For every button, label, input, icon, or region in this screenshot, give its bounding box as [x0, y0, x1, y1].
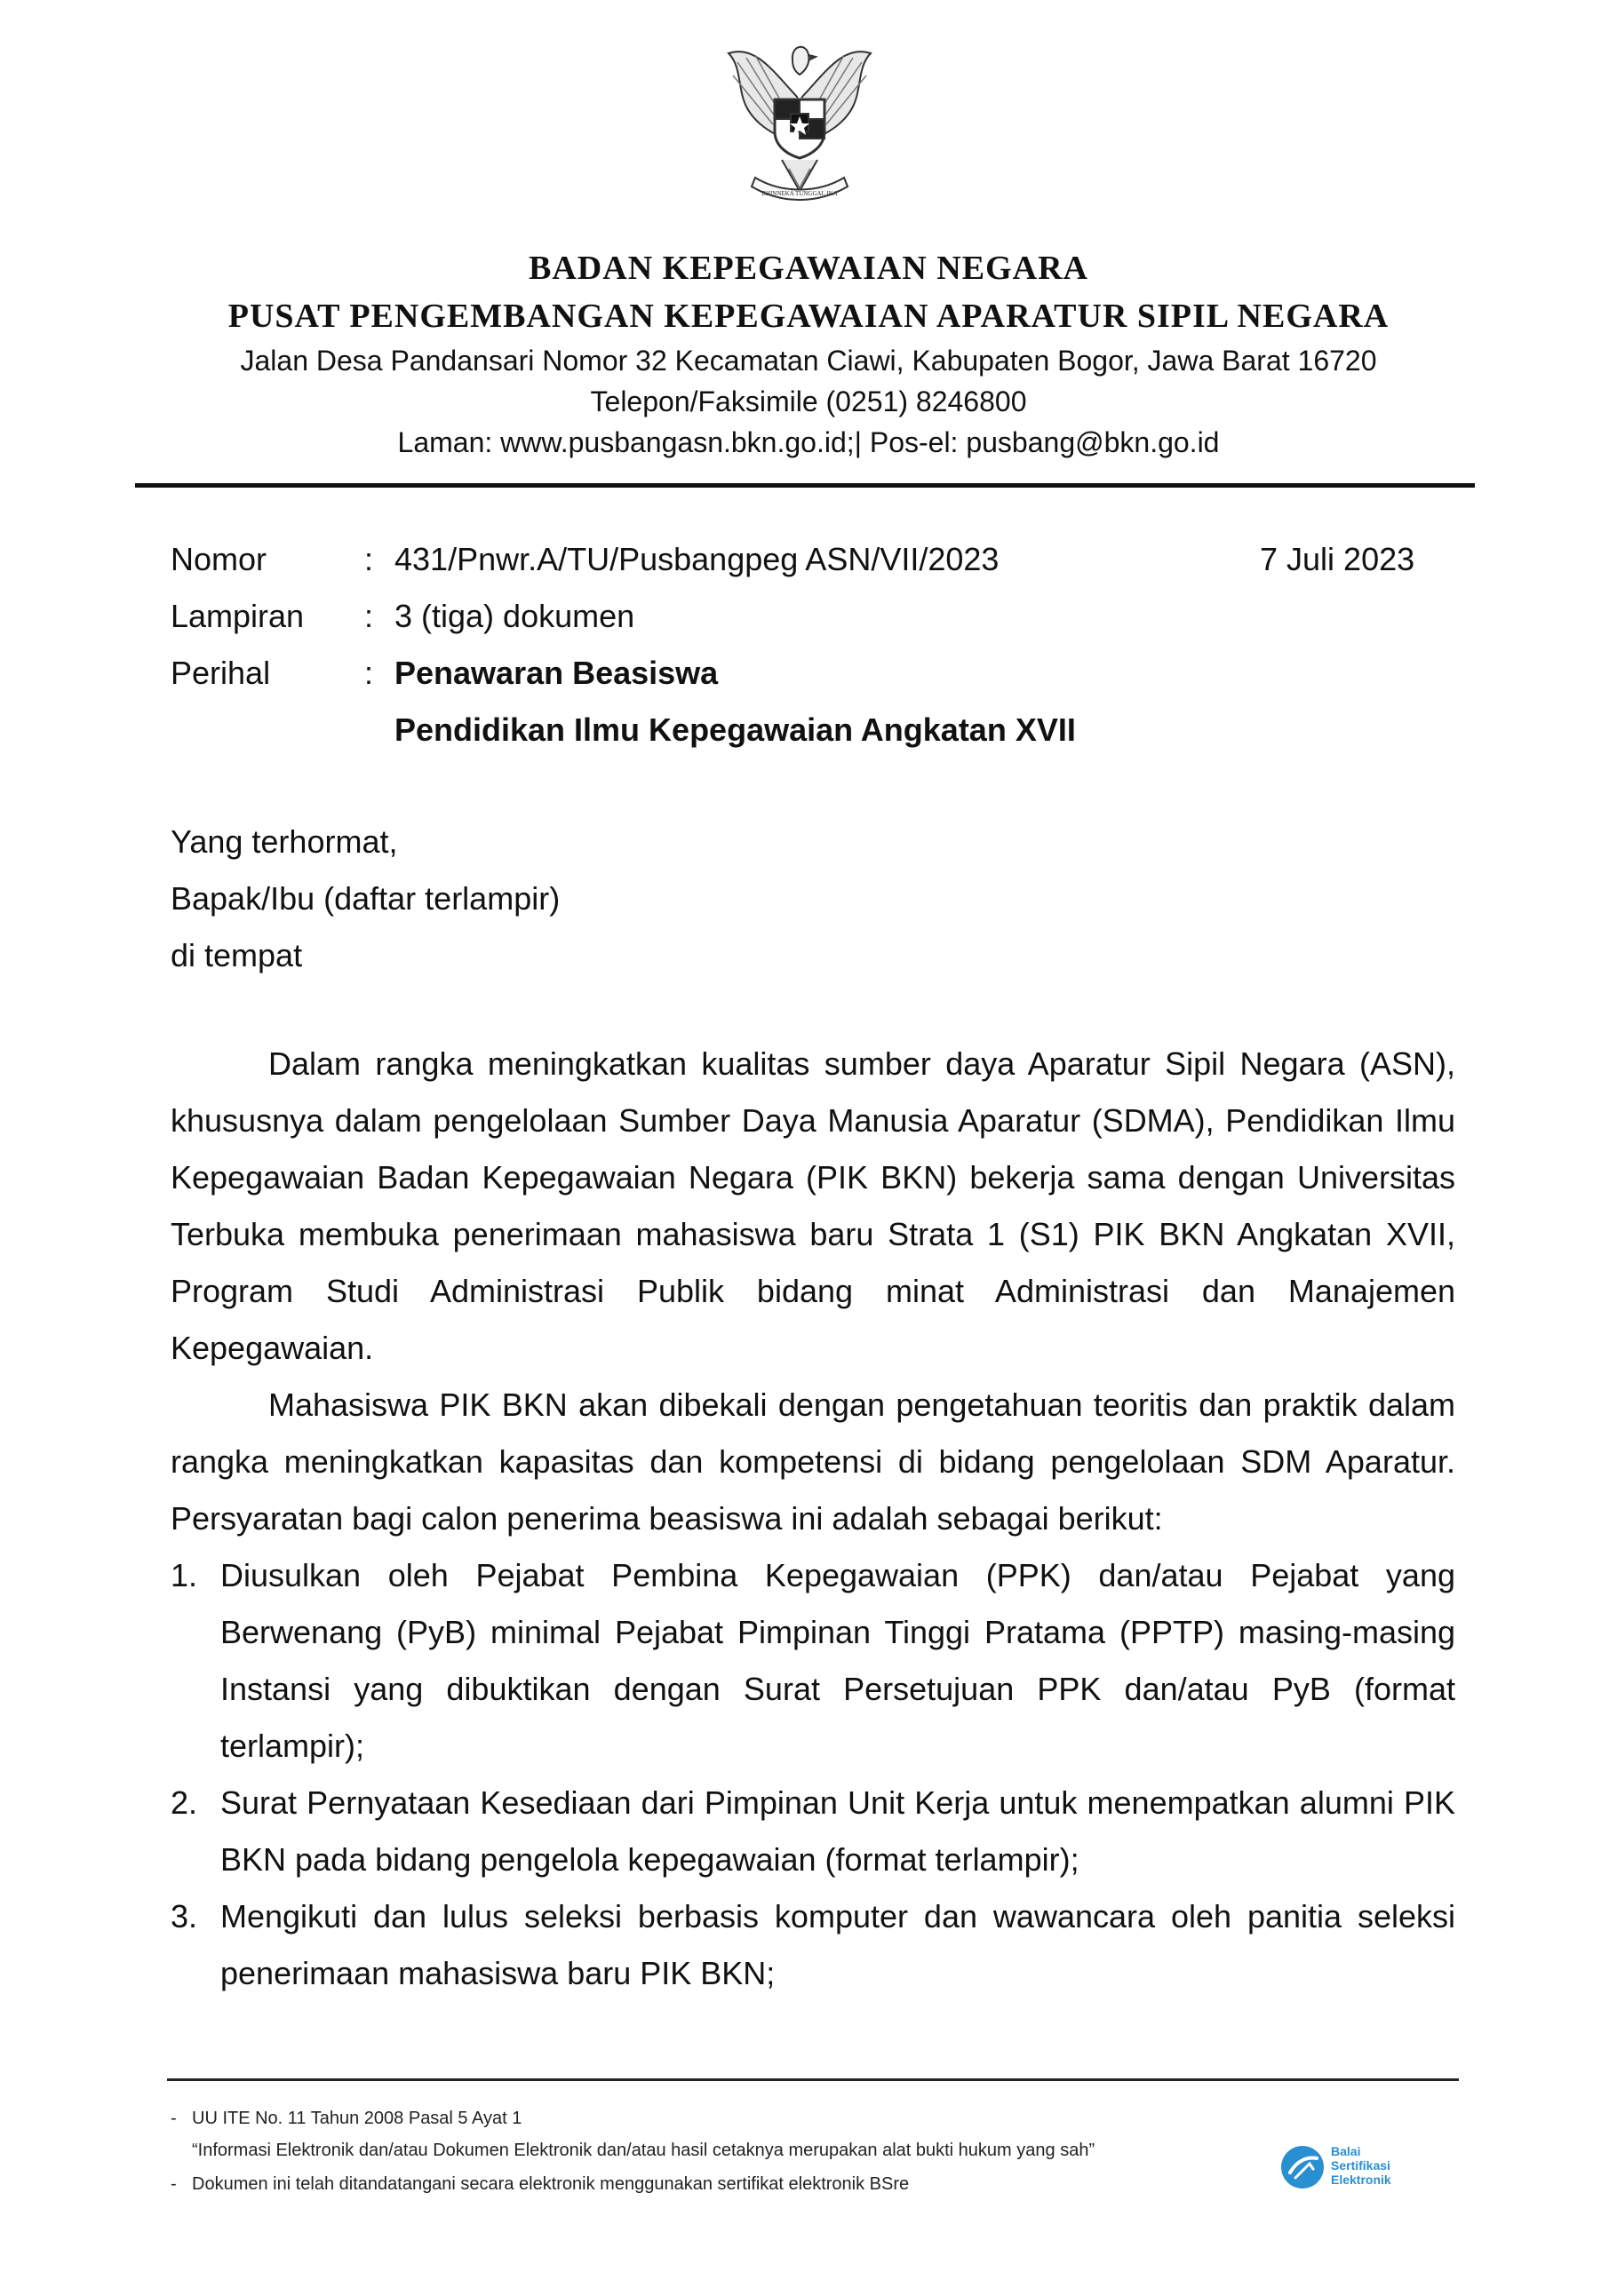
footer-quote: “Informasi Elektronik dan/atau Dokumen Elektronik dan/atau hasil cetaknya merupakan alat bukti hukum yang sah” [192, 2141, 1095, 2160]
footer-divider [167, 2078, 1459, 2081]
footer-law [171, 2109, 522, 2129]
perihal-label: Perihal [171, 655, 271, 691]
list-number: 3. [171, 1898, 198, 1935]
paragraph-2-text: Mahasiswa PIK BKN akan dibekali dengan pengetahuan teoritis dan praktik dalam rangka meningkatkan kapasitas dan kompetensi di bidang pengelolaan SDM Aparatur. Persyaratan bagi calon penerima beasiswa ini adalah sebagai berikut: [171, 1386, 1455, 1537]
bsre-text-1: Balai [1331, 2144, 1361, 2158]
nomor-row [0, 531, 1617, 588]
letterhead-divider [135, 483, 1475, 488]
list-number: 1. [171, 1557, 198, 1593]
colon: : [364, 655, 374, 691]
address: Jalan Desa Pandansari Nomor 32 Kecamatan Ciawi, Kabupaten Bogor, Jawa Barat 16720 [240, 345, 1377, 377]
org-name: BADAN KEPEGAWAIAN NEGARA [529, 250, 1088, 287]
list-item [171, 1547, 1455, 1775]
footer-law-text: UU ITE No. 11 Tahun 2008 Pasal 5 Ayat 1 [192, 2109, 522, 2128]
perihal-line2: Pendidikan Ilmu Kepegawaian Angkatan XVII [394, 711, 1076, 748]
recipient-name: Bapak/Ibu (daftar terlampir) [171, 880, 561, 917]
list-item [171, 1775, 1455, 1888]
list-text: Mengikuti dan lulus seleksi berbasis komputer dan wawancara oleh panitia seleksi penerimaan mahasiswa baru PIK BKN; [220, 1898, 1455, 1991]
list-item [171, 1888, 1455, 2002]
salutation: Yang terhormat, [171, 823, 398, 860]
list-text: Surat Pernyataan Kesediaan dari Pimpinan Unit Kerja untuk menempatkan alumni PIK BKN pada bidang pengelola kepegawaian (format terlampir); [220, 1784, 1455, 1878]
body-paragraph-1 [171, 1036, 1455, 1377]
garuda-emblem [693, 36, 906, 213]
bsre-logo [1278, 2141, 1402, 2194]
lampiran-row [0, 588, 1617, 645]
list-number: 2. [171, 1784, 198, 1821]
nomor-label: Nomor [171, 541, 267, 577]
colon: : [364, 541, 374, 577]
lampiran-value: 3 (tiga) dokumen [394, 598, 635, 634]
phone: Telepon/Faksimile (0251) 8246800 [590, 385, 1027, 417]
colon: : [364, 598, 374, 634]
footer-signature-text: Dokumen ini telah ditandatangani secara elektronik menggunakan sertifikat elektronik BSre [192, 2174, 910, 2194]
footer-signature-note [171, 2174, 910, 2195]
letter-date: 7 Juli 2023 [1260, 541, 1415, 577]
website-email: Laman: www.pusbangasn.bkn.go.id;| Pos-el: pusbang@bkn.go.id [397, 426, 1220, 458]
list-text: Diusulkan oleh Pejabat Pembina Kepegawaian (PPK) dan/atau Pejabat yang Berwenang (PyB) minimal Pejabat Pimpinan Tinggi Pratama (PPTP) masing-masing Instansi yang dibuktikan dengan Surat Persetujuan PPK dan/atau PyB (format terlampir); [220, 1557, 1455, 1764]
bsre-text-3: Elektronik [1331, 2173, 1391, 2187]
perihal-row [0, 645, 1617, 702]
bsre-text-2: Sertifikasi [1331, 2158, 1390, 2173]
paragraph-1-text: Dalam rangka meningkatkan kualitas sumber daya Aparatur Sipil Negara (ASN), khususnya dalam pengelolaan Sumber Daya Manusia Aparatur (SDMA), Pendidikan Ilmu Kepegawaian Badan Kepegawaian Negara (PIK BKN) bekerja sama dengan Universitas Terbuka membuka penerimaan mahasiswa baru Strata 1 (S1) PIK BKN Angkatan XVII, Program Studi Administrasi Publik bidang minat Administrasi dan Manajemen Kepegawaian. [171, 1045, 1455, 1366]
body-paragraph-2 [171, 1377, 1455, 1547]
perihal-row-2 [0, 702, 1617, 759]
emblem-motto: BHINNEKA TUNGGAL IKA [761, 190, 838, 197]
perihal-line1: Penawaran Beasiswa [394, 655, 719, 691]
bsre-icon [1278, 2142, 1327, 2192]
nomor-value: 431/Pnwr.A/TU/Pusbangpeg ASN/VII/2023 [394, 541, 1000, 577]
recipient-place: di tempat [171, 937, 303, 973]
footer-dash: - [171, 2109, 177, 2128]
unit-name: PUSAT PENGEMBANGAN KEPEGAWAIAN APARATUR SIPIL NEGARA [227, 298, 1390, 335]
lampiran-label: Lampiran [171, 598, 305, 634]
footer-dash: - [171, 2174, 177, 2194]
